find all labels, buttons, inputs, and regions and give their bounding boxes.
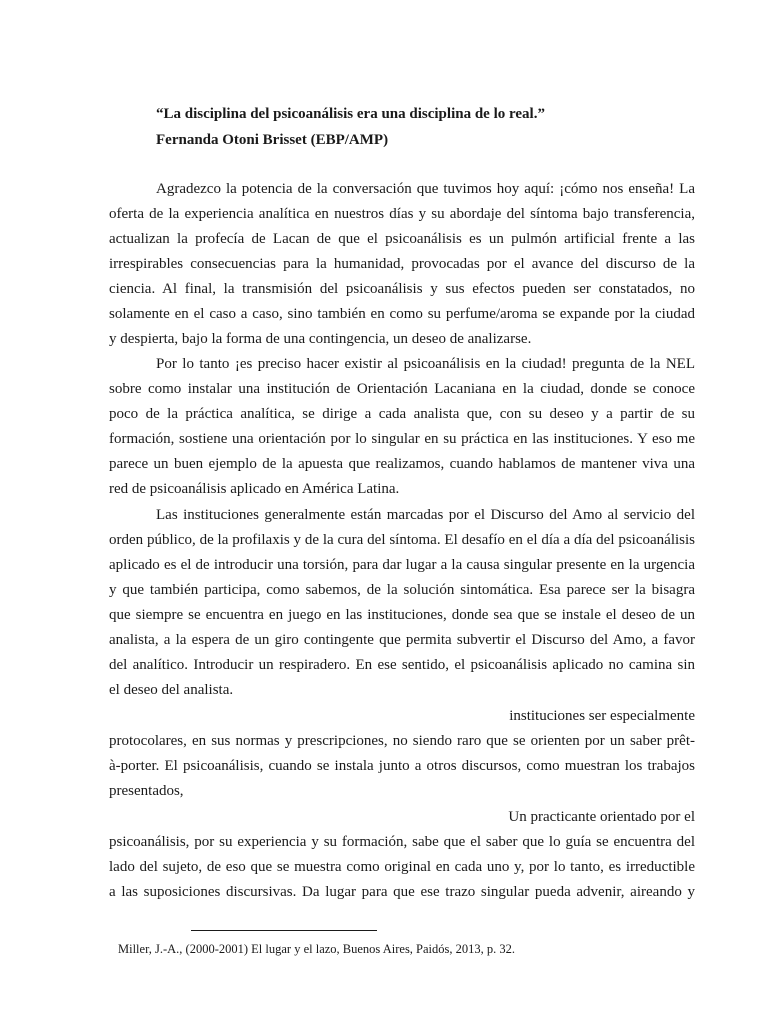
text-line: actualizan la profecía de Lacan de que el psicoanálisis es un pulmón artificial frente a las bbox=[109, 231, 695, 247]
text-line: poco de la práctica analítica, se dirige a cada analista que, con su deseo y a partir de su bbox=[109, 406, 695, 422]
text-line: orden público, de la profilaxis y de la cura del síntoma. El desafío en el día a día del psicoanálisis bbox=[109, 532, 695, 548]
text-line: formación, sostiene una orientación por lo singular en su práctica en las instituciones. Y eso me bbox=[109, 431, 695, 447]
text-line: ciencia. Al final, la transmisión del psicoanálisis y sus efectos pueden ser constatados, no bbox=[109, 281, 695, 297]
text-line: analista, a la espera de un giro contingente que permita subvertir el Discurso del Amo, a favor bbox=[109, 632, 695, 648]
text-line: red de psicoanálisis aplicado en América Latina. bbox=[109, 481, 400, 497]
text-line: oferta de la experiencia analítica en nuestros días y su abordaje del síntoma bajo transferencia, bbox=[109, 206, 695, 222]
text-line: à-porter. El psicoanálisis, cuando se instala junto a otros discursos, como muestran los trabajos bbox=[109, 758, 695, 774]
text-line: el deseo del analista. bbox=[109, 682, 234, 698]
text-line: que siempre se encuentra en juego en las instituciones, donde sea que se instale el deseo de un bbox=[109, 607, 695, 623]
document-heading bbox=[156, 101, 545, 153]
text-line: instituciones ser especialmente bbox=[509, 708, 695, 724]
document-title: “La disciplina del psicoanálisis era una disciplina de lo real.” bbox=[156, 106, 545, 122]
text-line: Agradezco la potencia de la conversación que tuvimos hoy aquí: ¡cómo nos enseña! La bbox=[156, 181, 695, 197]
text-line: sobre como instalar una institución de Orientación Lacaniana en la ciudad, donde se conoce bbox=[109, 381, 695, 397]
text-line: parece un buen ejemplo de la apuesta que realizamos, cuando hablamos de mantener viva una bbox=[109, 456, 695, 472]
text-line: aplicado es el de introducir una torsión, para dar lugar a la causa singular presente en la urgencia bbox=[109, 557, 695, 573]
text-line: y que también participa, como sabemos, de la solución sintomática. Esa parece ser la bisagra bbox=[109, 582, 695, 598]
text-line: psicoanálisis, por su experiencia y su formación, sabe que el saber que lo guía se encuentra del bbox=[109, 834, 695, 850]
text-line: del analítico. Introducir un respiradero. En ese sentido, el psicoanálisis aplicado no camina sin bbox=[109, 657, 695, 673]
footnote-separator bbox=[191, 930, 377, 931]
text-line: Por lo tanto ¡es preciso hacer existir al psicoanálisis en la ciudad! pregunta de la NEL bbox=[156, 356, 695, 372]
text-line: a las suposiciones discursivas. Da lugar para que ese trazo singular pueda advenir, aireando y bbox=[109, 884, 695, 900]
text-line: presentados, bbox=[109, 783, 184, 799]
text-line: Un practicante orientado por el bbox=[508, 809, 695, 825]
document-author: Fernanda Otoni Brisset (EBP/AMP) bbox=[156, 132, 389, 148]
footnote: Miller, J.-A., (2000-2001) El lugar y el lazo, Buenos Aires, Paidós, 2013, p. 32. bbox=[118, 942, 516, 956]
text-line: lado del sujeto, de eso que se muestra como original en cada uno y, por lo tanto, es irreductible bbox=[109, 859, 695, 875]
text-line: solamente en el caso a caso, sino también en como su perfume/aroma se expande por la ciudad bbox=[109, 306, 695, 322]
text-line: y despierta, bajo la forma de una contingencia, un deseo de analizarse. bbox=[109, 331, 532, 347]
text-line: Las instituciones generalmente están marcadas por el Discurso del Amo al servicio del bbox=[156, 507, 695, 523]
text-line: irrespirables consecuencias para la humanidad, provocadas por el avance del discurso de la bbox=[109, 256, 695, 272]
text-line: protocolares, en sus normas y prescripciones, no siendo raro que se orienten por un saber prêt- bbox=[109, 733, 695, 749]
